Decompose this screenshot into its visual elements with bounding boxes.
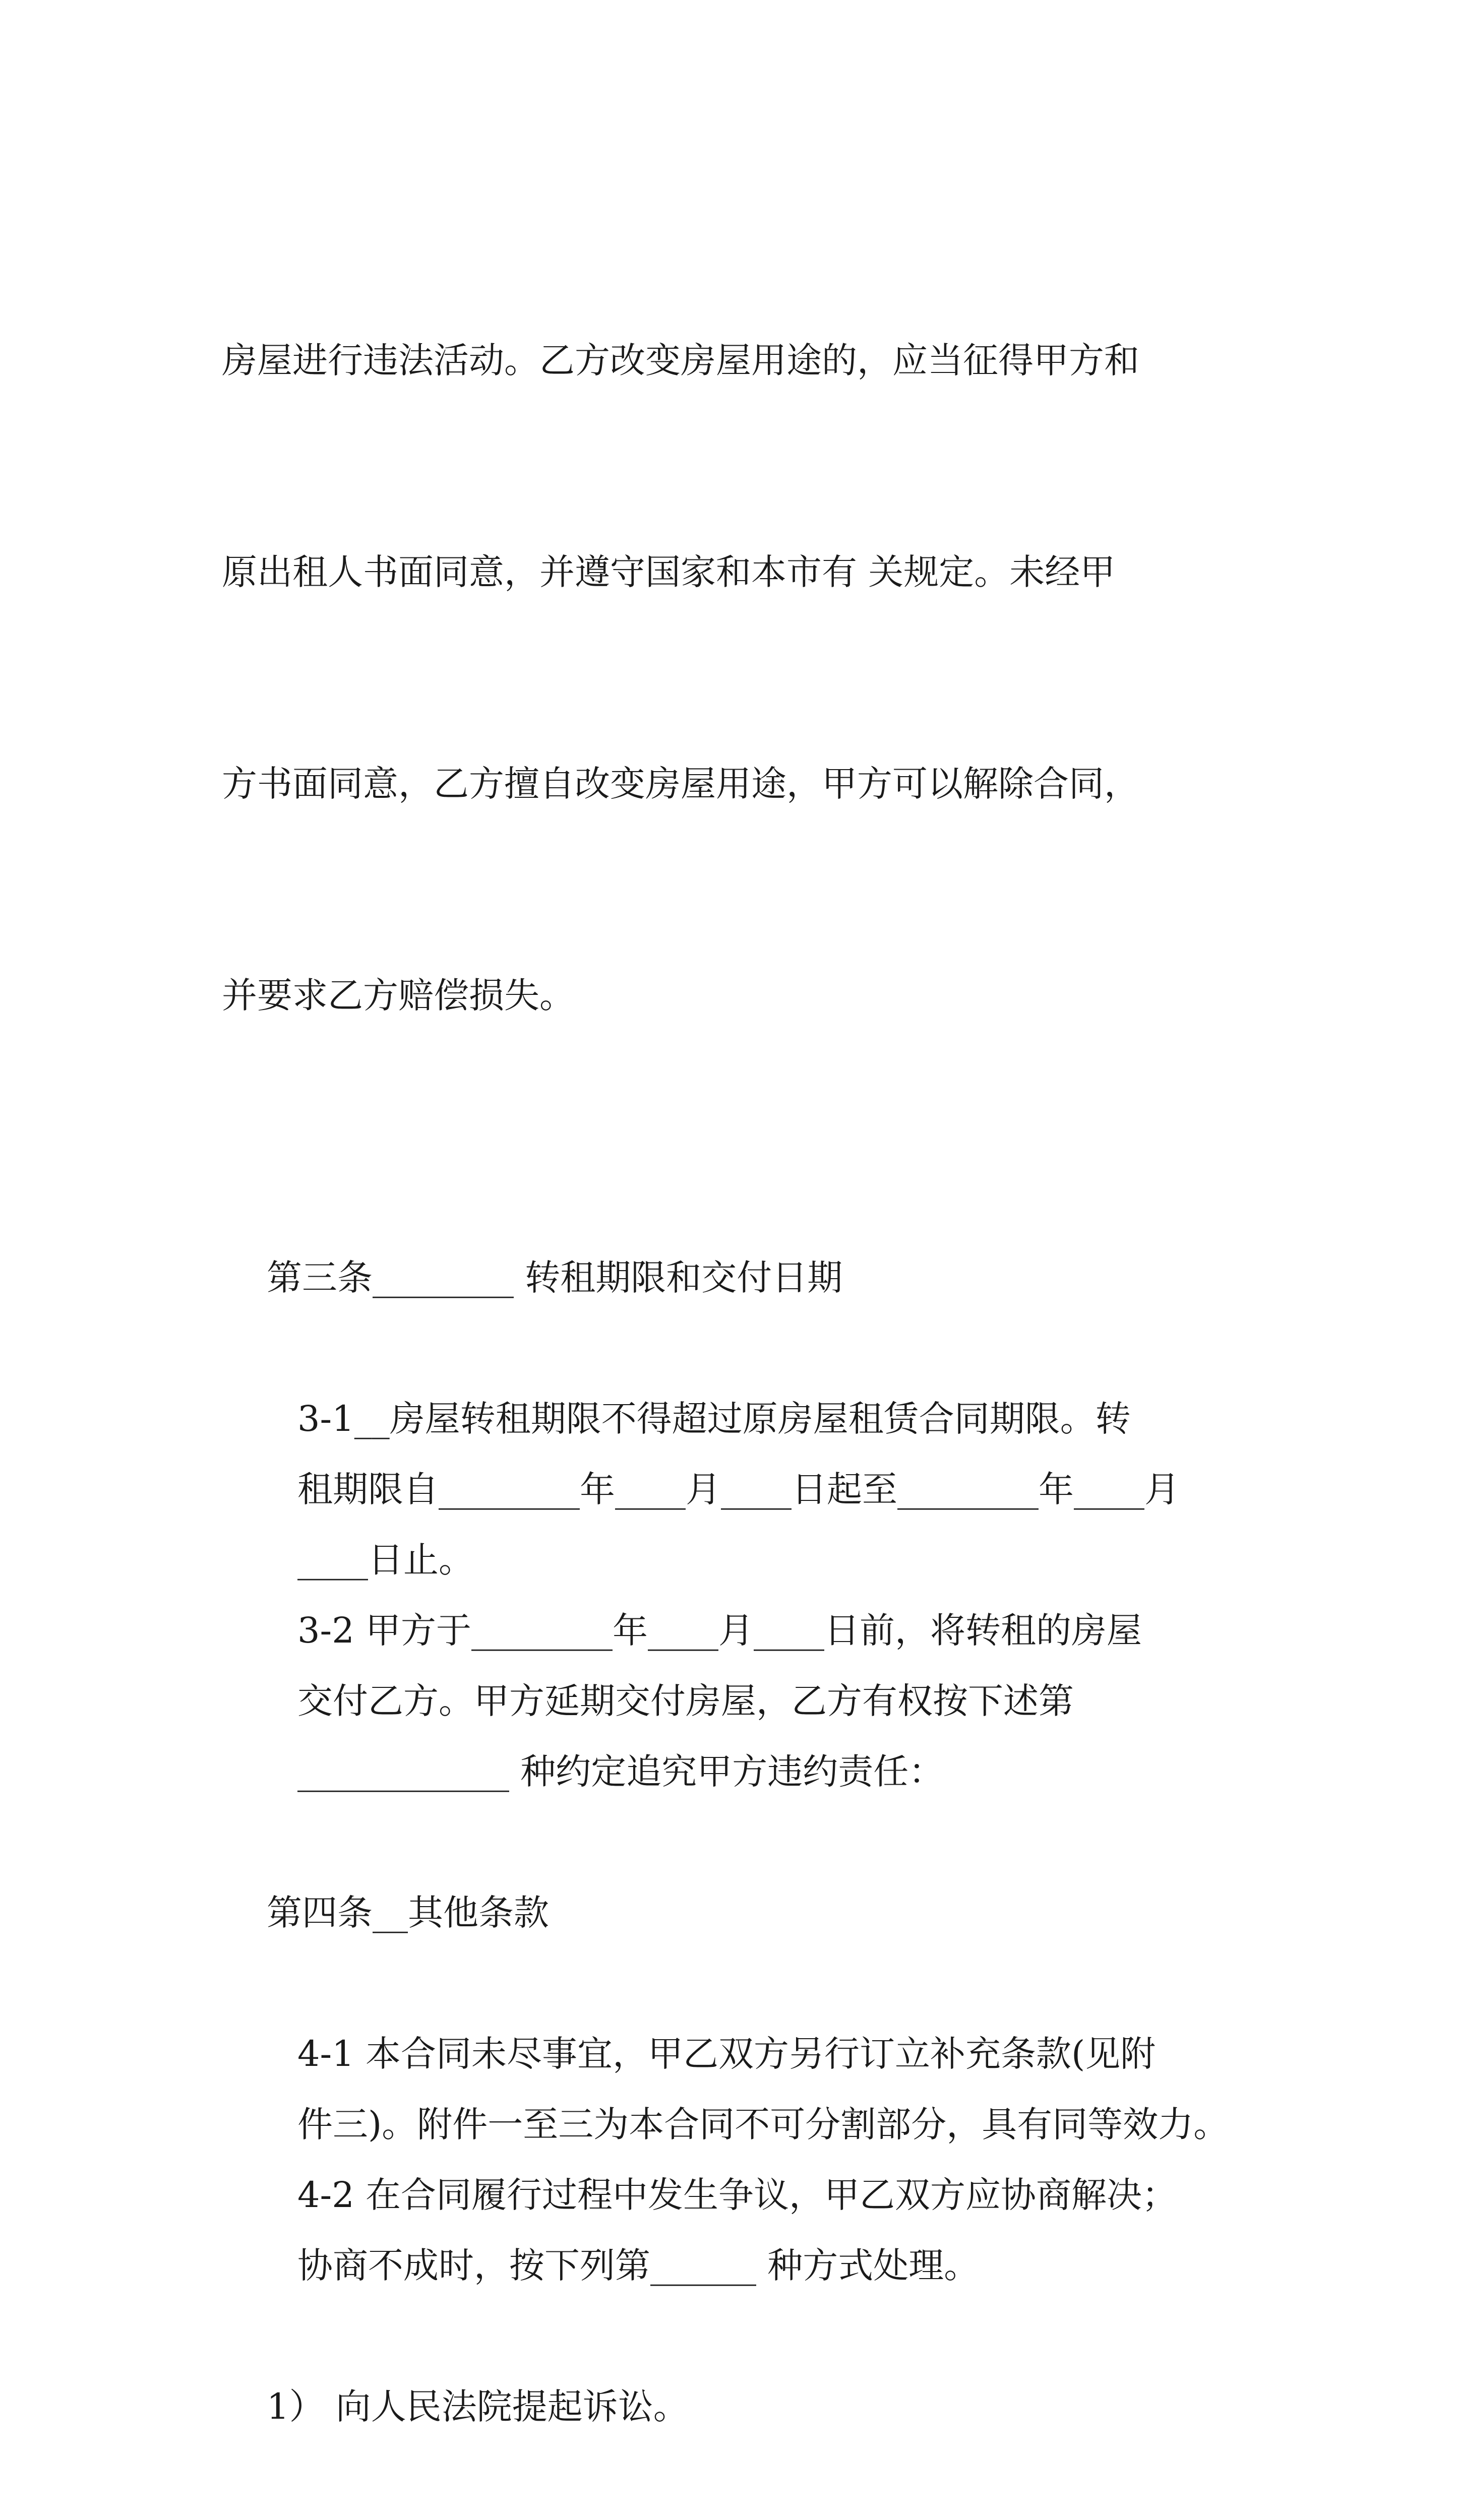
- clause-4-1: [222, 2019, 1250, 2160]
- text-line: 原出租人书面同意，并遵守国家和本市有 关规定。未经甲: [222, 551, 1116, 593]
- text-line: 3-1__房屋转租期限不得超过原房屋租赁合同期限。转: [297, 1398, 1131, 1439]
- text-line: 房屋进行违法活动。乙方改变房屋用途的，应当征得甲方和: [222, 340, 1139, 381]
- text-line: 第四条__其他条款: [267, 1892, 550, 1933]
- text-line: 4-1 本合同未尽事宜，甲乙双方另行订立补充条款(见附: [297, 2033, 1156, 2074]
- document-page: [222, 184, 1250, 2520]
- text-line: 方书面同意，乙方擅自改变房屋用途，甲方可以解除合同，: [222, 763, 1139, 804]
- text-line: 1） 向人民法院提起诉讼。: [267, 2386, 689, 2427]
- option-litigation: [222, 2301, 1250, 2512]
- text-line: 交付乙方。甲方延期交付房屋，乙方有权按下述第: [297, 1680, 1074, 1722]
- text-line: 并要求乙方赔偿损失。: [222, 975, 575, 1016]
- clause-3-2: [222, 1595, 1250, 1807]
- option-arbitration: [222, 2512, 1250, 2520]
- text-line: 3-2 甲方于________年____月____日前，将转租的房屋: [297, 1610, 1142, 1651]
- text-line: 4-2 在合同履行过程中发生争议，甲乙双方应协商解决；: [297, 2174, 1177, 2216]
- article-4-heading: [222, 1807, 1250, 2019]
- text-line: ____________ 种约定追究甲方违约责任：: [297, 1751, 944, 1792]
- text-line: ____日止。: [297, 1539, 474, 1581]
- clause-3-1: [222, 1383, 1250, 1595]
- clause-4-2: [222, 2160, 1250, 2301]
- text-line: 件三)。附件一至三为本合同不可分割部分，具有同等效力。: [297, 2104, 1229, 2145]
- text-line: 第三条________ 转租期限和交付日期: [267, 1257, 843, 1298]
- text-line: 租期限自________年____月____日起至________年____月: [297, 1469, 1180, 1510]
- text-line: 协商不成时，按下列第______ 种方式处理。: [297, 2245, 980, 2286]
- paragraph-use-restriction: [222, 184, 1250, 1172]
- article-3-heading: [222, 1172, 1250, 1383]
